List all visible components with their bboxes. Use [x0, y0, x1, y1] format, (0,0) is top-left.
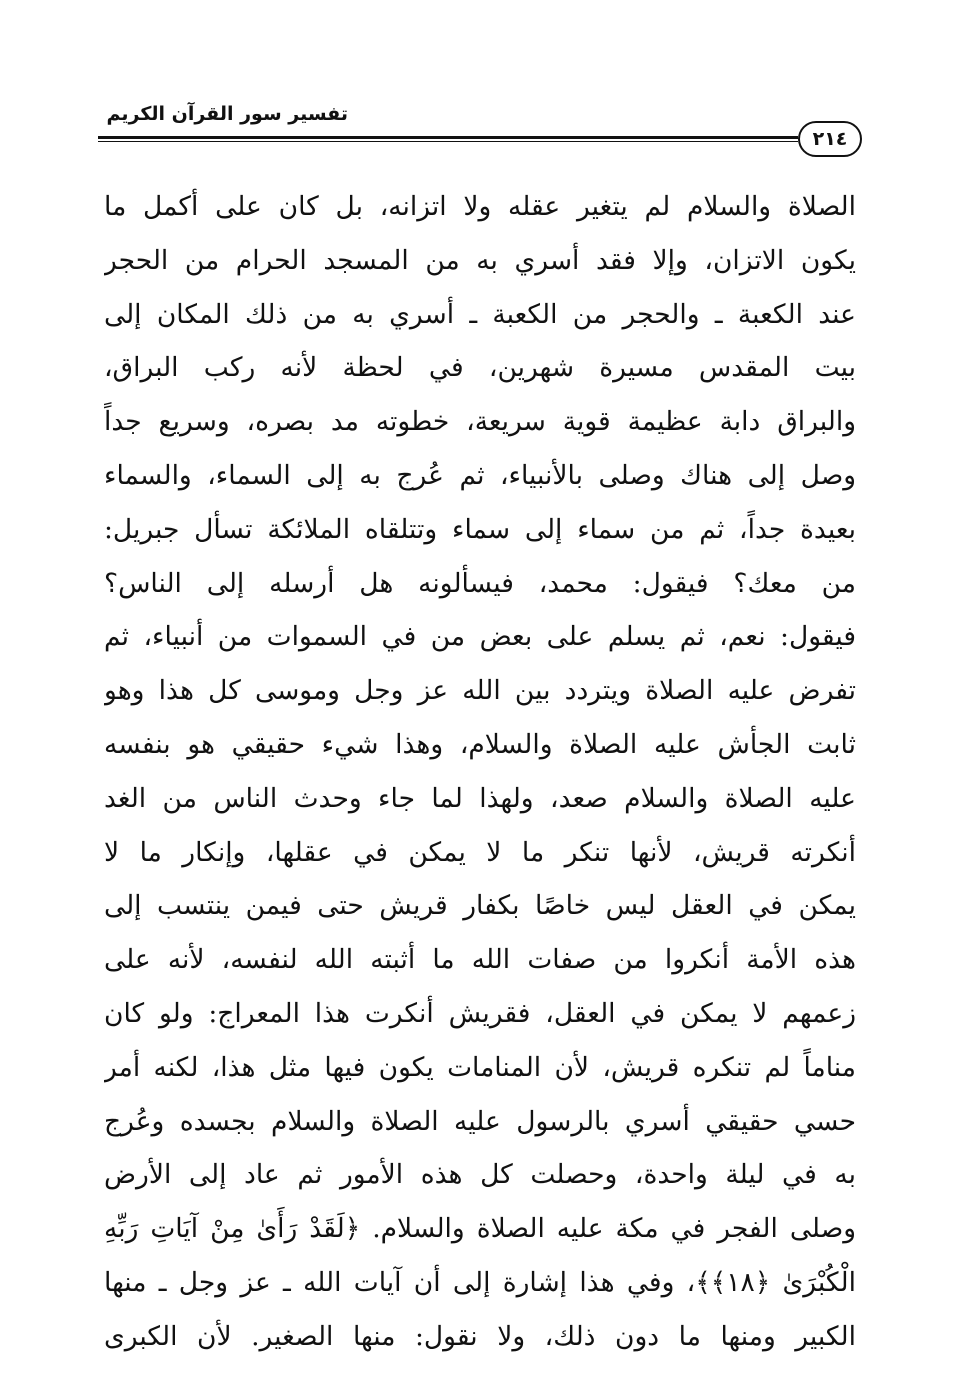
text-line: حسي حقيقي أسري بالرسول عليه الصلاة والسلام بجسده وعُرج: [104, 1105, 856, 1137]
text-line: عليه الصلاة والسلام صعد، ولهذا لما جاء وحدث الناس من الغد: [104, 782, 856, 814]
page-header: [98, 96, 868, 162]
text-line: الصلاة والسلام لم يتغير عقله ولا اتزانه، بل كان على أكمل ما: [104, 191, 856, 222]
text-line: وصل إلى هناك وصلى بالأنبياء، ثم عُرج به إلى السماء، والسماء: [104, 459, 856, 491]
text-line: به في ليلة واحدة، وحصلت كل هذه الأمور ثم عاد إلى الأرض: [104, 1159, 856, 1191]
text-line: بعيدة جداً، ثم من سماء إلى سماء وتتلقاه الملائكة تسأل جبريل:: [104, 513, 856, 545]
header-rule-thin: [98, 141, 798, 142]
text-line: والبراق دابة عظيمة قوية سريعة، خطوته مد بصره، وسريع جداً: [104, 406, 856, 438]
body-text: [104, 180, 856, 1364]
text-line: ثابت الجأش عليه الصلاة والسلام، وهذا شيء حقيقي هو بنفسه: [104, 728, 856, 760]
text-line: عند الكعبة ـ والحجر من الكعبة ـ أسري به من ذلك المكان إلى: [104, 298, 856, 330]
text-line: الكبير ومنها ما دون ذلك، ولا نقول: منها الصغير. لأن الكبرى: [104, 1320, 856, 1352]
text-line: الْكُبْرَىٰ ﴿١٨﴾﴾، وفي هذا إشارة إلى أن آيات الله ـ عز وجل ـ منها: [104, 1266, 856, 1298]
text-line: زعمهم لا يمكن في العقل، فقريش أنكرت هذا المعراج: ولو كان: [104, 997, 856, 1029]
running-title: تفسير سور القرآن الكريم: [106, 103, 348, 125]
text-line: من معك؟ فيقول: محمد، فيسألونه هل أرسله إلى الناس؟: [104, 567, 856, 599]
text-line: فيقول: نعم، ثم يسلم على بعض من في السموات من أنبياء، ثم: [104, 621, 856, 653]
text-line: مناماً لم تنكره قريش، لأن المنامات يكون فيها مثل هذا، لكنه أمر: [104, 1051, 856, 1083]
text-line: يكون الاتزان، وإلا فقد أسري به من المسجد الحرام من الحجر: [104, 244, 856, 276]
text-line: تفرض عليه الصلاة ويتردد بين الله عز وجل وموسى كل هذا وهو: [104, 675, 856, 707]
text-line: بيت المقدس مسيرة شهرين، في لحظة لأنه ركب البراق،: [104, 352, 856, 384]
text-line: أنكرته قريش، لأنها تنكر ما لا يمكن في عقلها، وإنكار ما لا: [104, 836, 856, 868]
text-line: هذه الأمة أنكروا من صفات الله ما أثبته الله لنفسه، لأنه على: [104, 944, 856, 976]
header-rule: [98, 136, 798, 139]
text-line: يمكن في العقل ليس خاصًا بكفار قريش حتى فيمن ينتسب إلى: [104, 890, 856, 922]
text-line: وصلى الفجر في مكة عليه الصلاة والسلام. ﴿لَقَدْ رَأَىٰ مِنْ آيَاتِ رَبِّهِ: [104, 1213, 856, 1245]
page-number: ٢١٤: [798, 121, 862, 157]
